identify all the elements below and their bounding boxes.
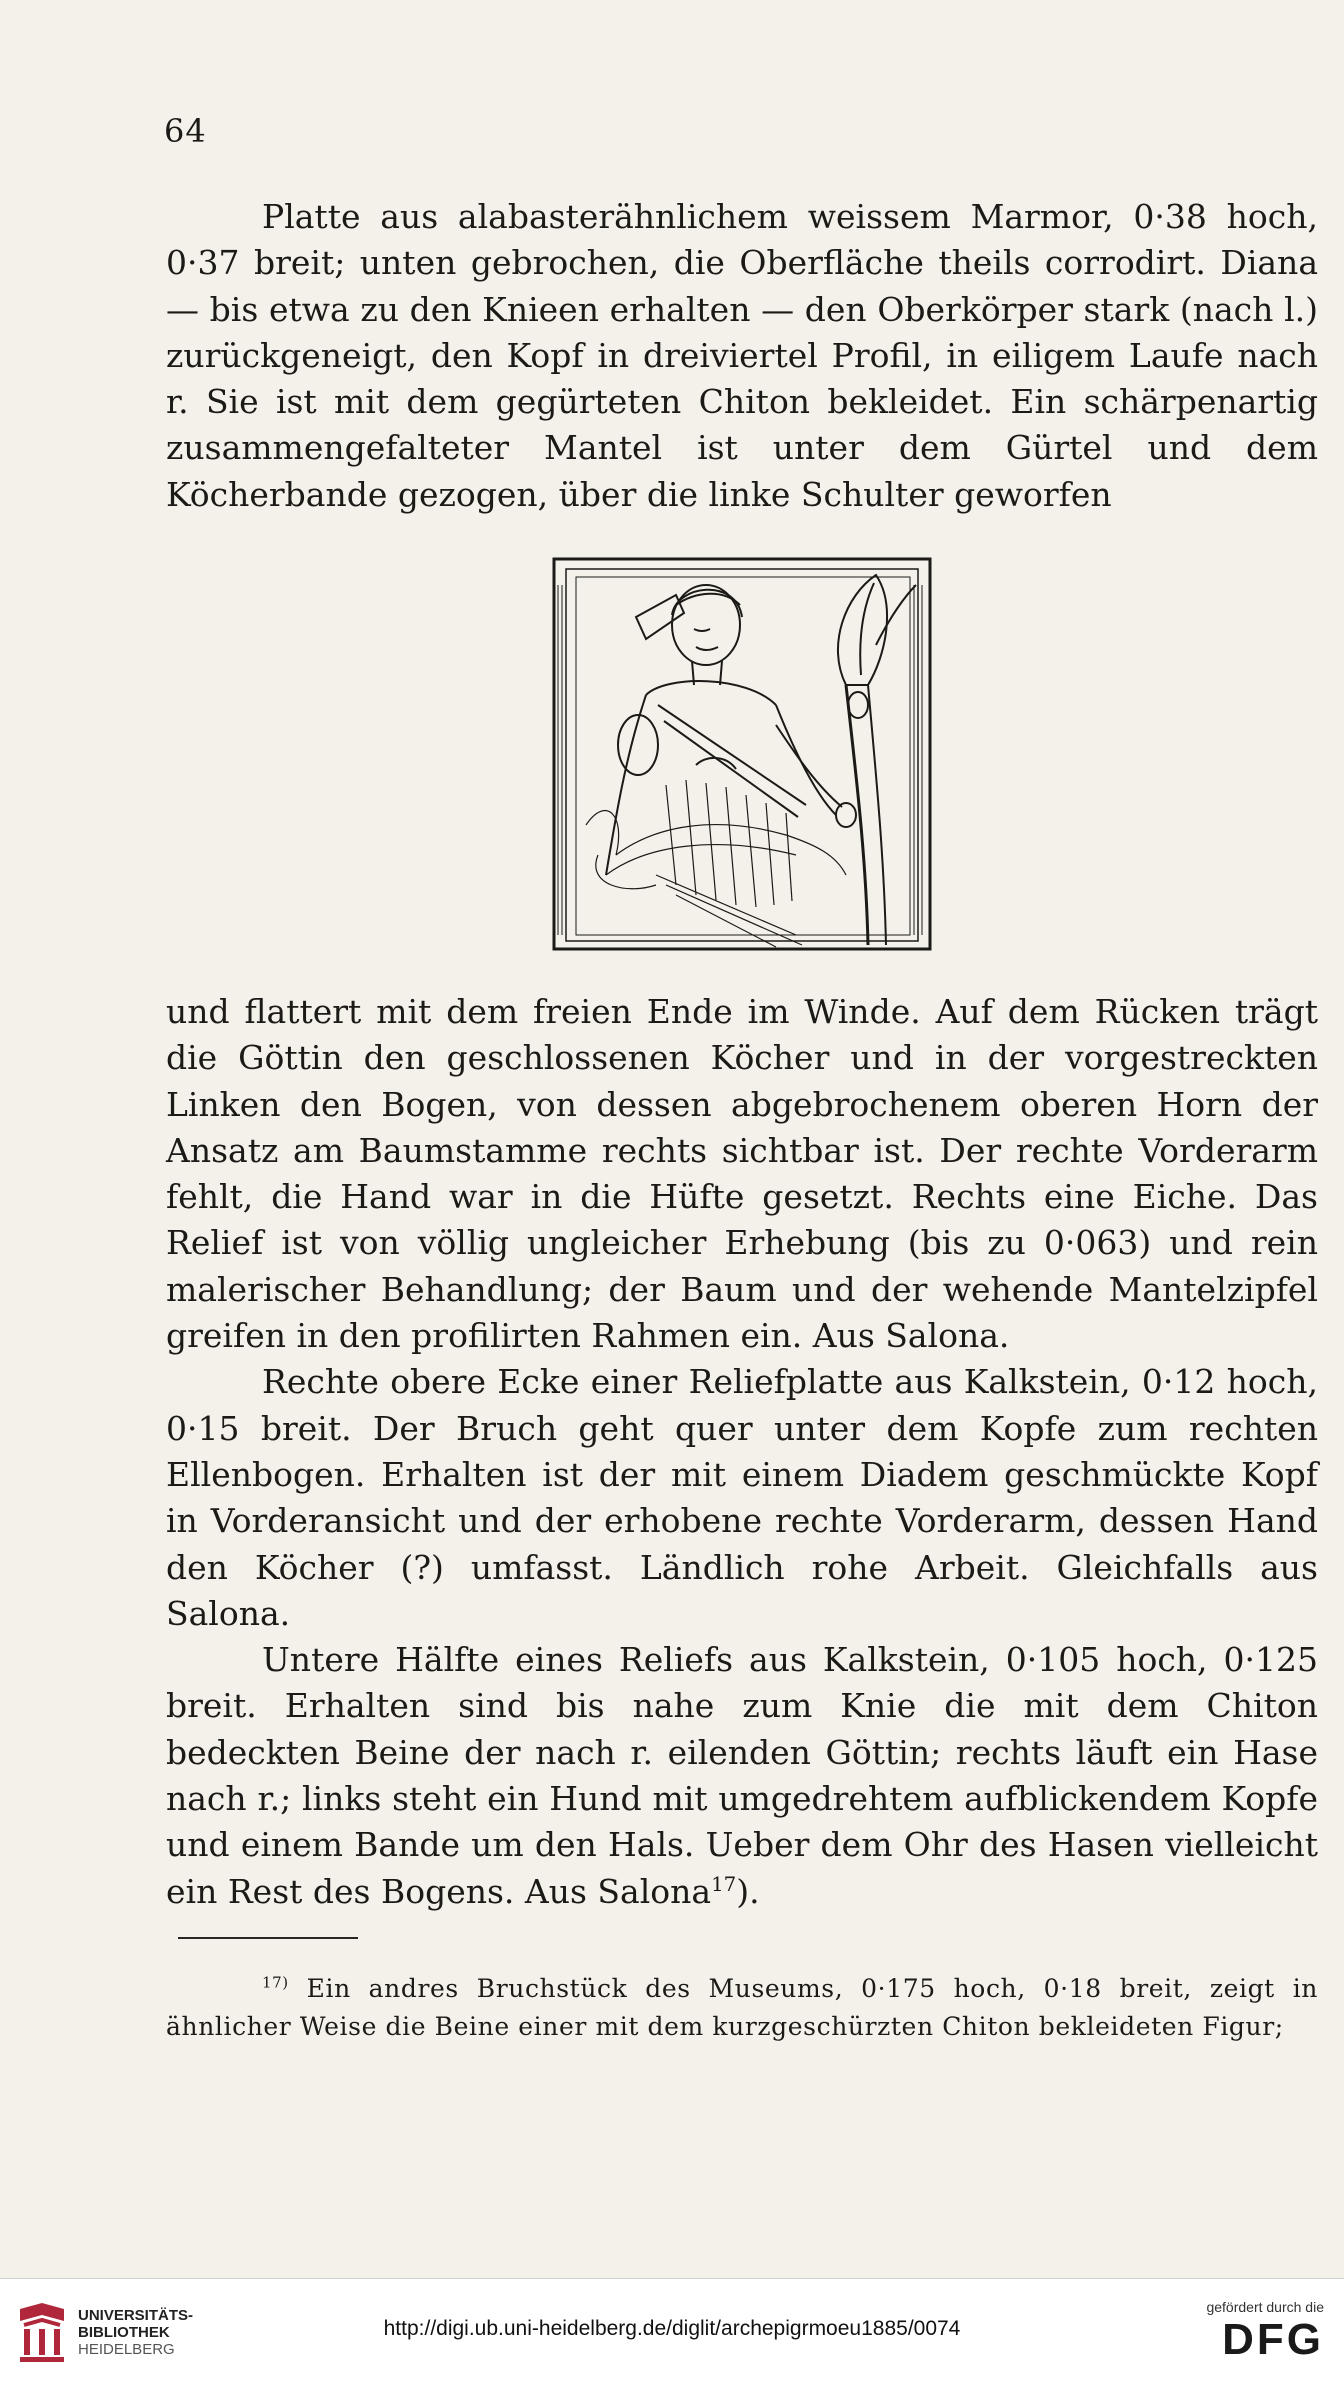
- sponsor-text: gefördert durch die: [1206, 2299, 1324, 2315]
- paragraph-1-continued: und flattert mit dem freien Ende im Winde. Auf dem Rücken trägt die Göttin den geschlossenen Köcher und in der vorgestreckten Linken den Bogen, von dessen abgebrochenem oberen Horn der Ansatz am Baumstamme rechts sichtbar ist. Der rechte Vorderarm fehlt, die Hand war in die Hüfte gesetzt. Rechts eine Eiche. Das Relief ist von völlig ungleicher Erhebung (bis zu 0·063) und rein malerischer Behandlung; der Baum und der wehende Mantelzipfel greifen in den profilirten Rahmen ein. Aus Salona.: [166, 992, 1318, 1356]
- paragraph-1: Platte aus alabasterähnlichem weissem Marmor, 0·38 hoch, 0·37 breit; unten gebrochen, die Oberfläche theils corrodirt. Diana — bis etwa zu den Knieen erhalten — den Oberkörper stark (nach l.) zurückgeneigt, den Kopf in dreiviertel Profil, in eiligem Laufe nach r. Sie ist mit dem gegürteten Chiton bekleidet. Ein schärpenartig zusammengefalteter Mantel ist unter dem Gürtel und dem Köcherbande gezogen, über die linke Schulter geworfen: [166, 197, 1318, 514]
- text-block-upper: [166, 194, 1318, 518]
- paragraph-3-text: Untere Hälfte eines Reliefs aus Kalkstein, 0·105 hoch, 0·125 breit. Erhalten sind bis nahe zum Knie die mit dem Chiton bedeckten Beine der nach r. eilenden Göttin; rechts läuft ein Hase nach r.; links steht ein Hund mit umgedrehtem aufblickendem Kopfe und einem Bande um den Hals. Ueber dem Ohr des Hasen vielleicht ein Rest des Bogens. Aus Salona: [166, 1640, 1318, 1911]
- footnote-divider: [178, 1937, 358, 1939]
- footnote-marker: 17): [262, 1973, 289, 1992]
- paragraph-3-end: ).: [736, 1871, 760, 1911]
- institution-name[interactable]: [78, 2307, 193, 2358]
- relief-illustration: [546, 555, 938, 955]
- document-url-link[interactable]: http://digi.ub.uni-heidelberg.de/diglit/archepigrmoeu1885/0074: [383, 2317, 961, 2340]
- dfg-logo: DFG: [1222, 2315, 1324, 2364]
- footnote-text: Ein andres Bruchstück des Museums, 0·175 hoch, 0·18 breit, zeigt in ähnlicher Weise die Beine einer mit dem kurzgeschürzten Chiton bekleideten Figur;: [166, 1974, 1319, 2041]
- university-library-logo-icon[interactable]: [14, 2301, 70, 2363]
- paragraph-3: [166, 1637, 1318, 1915]
- footer-bar: [0, 2278, 1344, 2381]
- institution-line-3: HEIDELBERG: [78, 2341, 175, 2358]
- sponsor-block[interactable]: [1206, 2299, 1324, 2365]
- text-block-lower: [166, 989, 1318, 1915]
- footnote-reference: 17: [711, 1872, 737, 1896]
- page-number: 64: [164, 112, 207, 150]
- paragraph-2: Rechte obere Ecke einer Reliefplatte aus Kalkstein, 0·12 hoch, 0·15 breit. Der Bruch geht quer unter dem Kopfe zum rechten Ellenbogen. Erhalten ist der mit einem Diadem geschmückte Kopf in Vorderansicht und der erhobene rechte Vorderarm, dessen Hand den Köcher (?) umfasst. Ländlich rohe Arbeit. Gleichfalls aus Salona.: [166, 1362, 1318, 1633]
- footnote: [166, 1970, 1318, 2046]
- institution-line-1: UNIVERSITÄTS-: [78, 2307, 194, 2324]
- institution-line-2: BIBLIOTHEK: [78, 2324, 170, 2341]
